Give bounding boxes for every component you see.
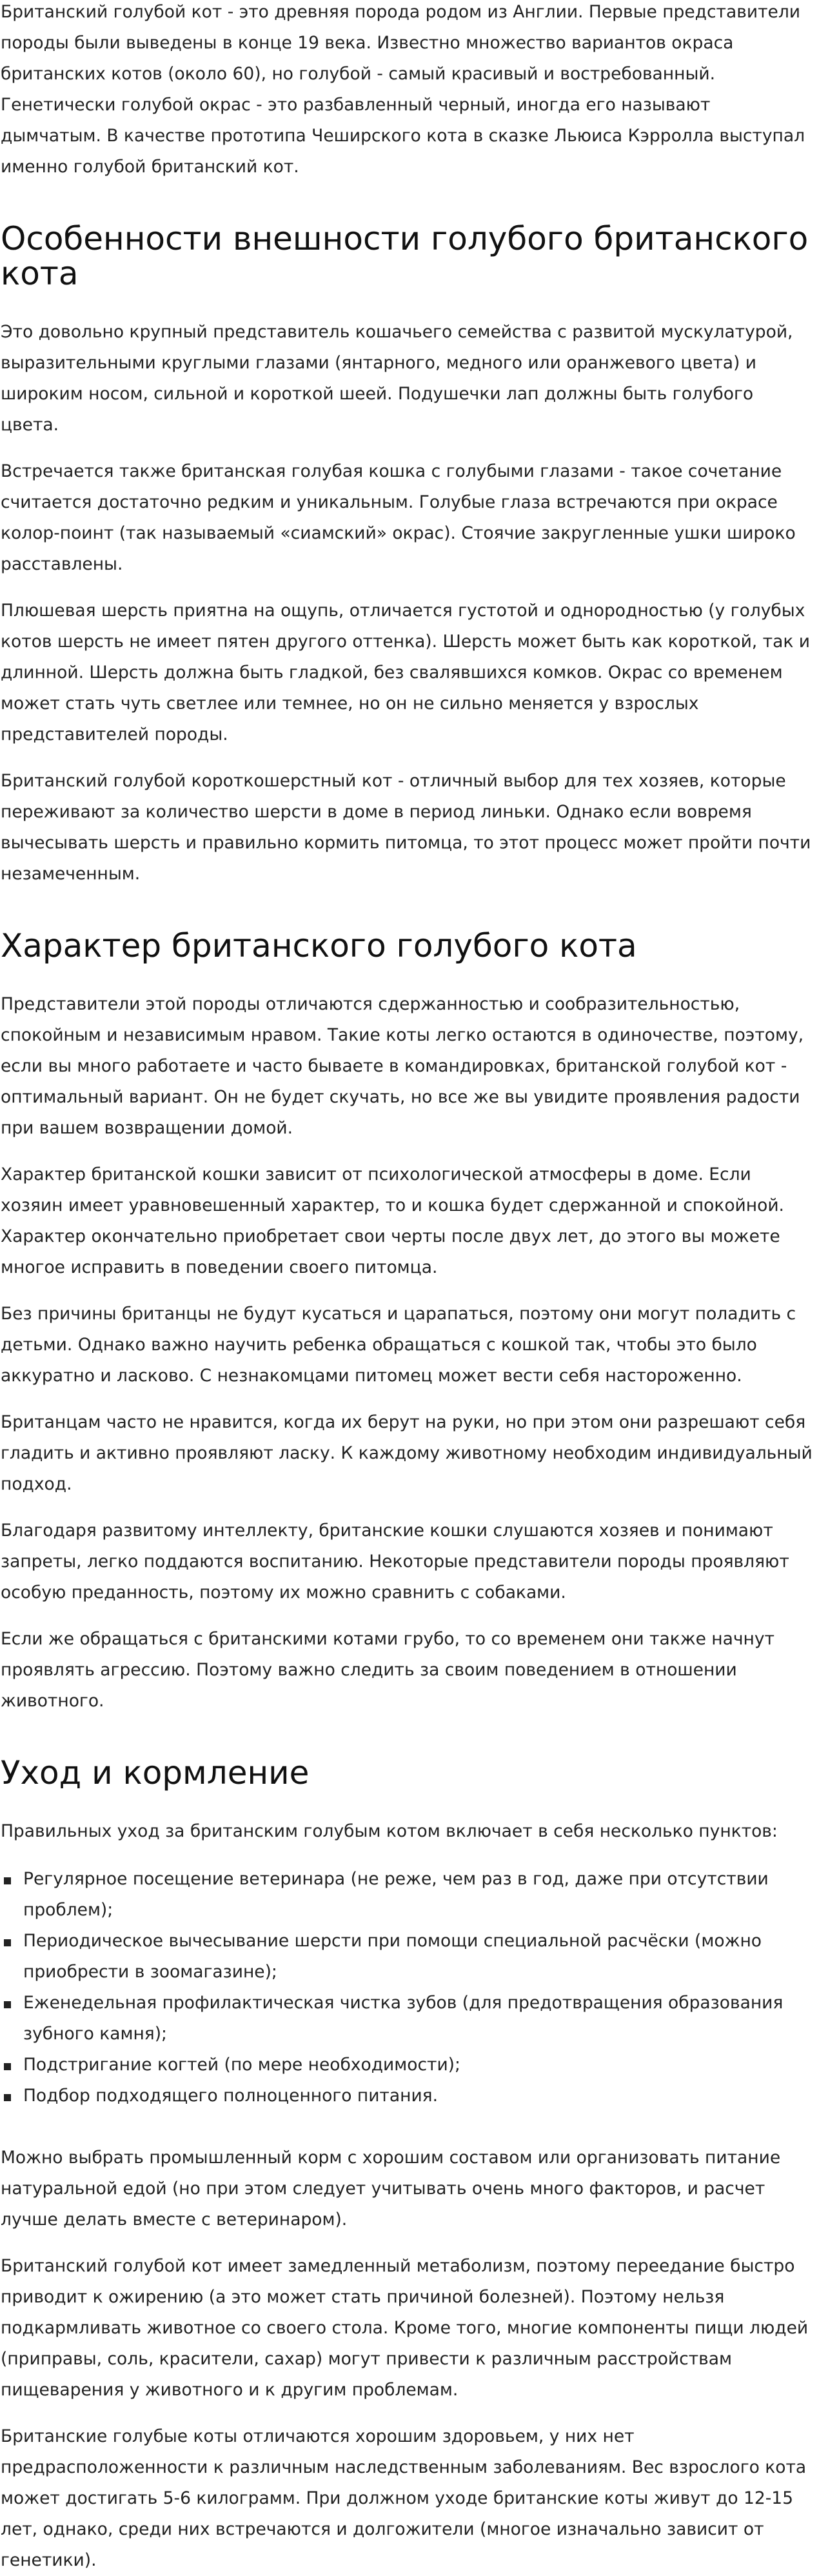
appearance-section [1, 221, 814, 890]
character-paragraph: Представители этой породы отличаются сдержанностью и сообразительностью, спокойным и независимым нравом. Такие коты легко остаются в одиночестве, поэтому, если вы много работаете и часто бываете в командировках, британской голубой кот - оптимальный вариант. Он не будет скучать, но все же вы увидите проявления радости при вашем возвращении домой. [1, 994, 804, 1138]
character-paragraph: Без причины британцы не будут кусаться и царапаться, поэтому они могут поладить с детьми. Однако важно научить ребенка обращаться с кошкой так, чтобы это было аккуратно и ласково. С незнакомцами питомец может вести себя настороженно. [1, 1304, 796, 1386]
list-item: Регулярное посещение ветеринара (не реже, чем раз в год, даже при отсутствии проблем); [23, 1864, 814, 1926]
character-paragraph: Если же обращаться с британскими котами грубо, то со временем они также начнут проявлять агрессию. Поэтому важно следить за своим поведением в отношении животного. [1, 1629, 775, 1711]
care-list [1, 1864, 814, 2112]
list-item: Периодическое вычесывание шерсти при помощи специальной расчёски (можно приобрести в зоомагазине); [23, 1926, 814, 1988]
care-paragraph: Британский голубой кот имеет замедленный метаболизм, поэтому переедание быстро приводит к ожирению (а это может стать причиной болезней). Поэтому нельзя подкармливать животное со своего стола. Кроме того, многие компоненты пищи людей (приправы, соль, красители, сахар) могут привести к различным расстройствам пищеварения у животного и к другим проблемам. [1, 2256, 809, 2400]
appearance-paragraph: Встречается также британская голубая кошка с голубыми глазами - такое сочетание считается достаточно редким и уникальным. Голубые глаза встречаются при окрасе колор-поинт (так называемый «сиамский» окрас). Стоячие закругленные ушки широко расставлены. [1, 461, 796, 574]
character-paragraph: Благодаря развитому интеллекту, британские кошки слушаются хозяев и понимают запреты, легко поддаются воспитанию. Некоторые представители породы проявляют особую преданность, поэтому их можно сравнить с собаками. [1, 1521, 789, 1603]
character-paragraph: Британцам часто не нравится, когда их берут на руки, но при этом они разрешают себя гладить и активно проявляют ласку. К каждому животному необходим индивидуальный подход. [1, 1412, 813, 1494]
list-item: Еженедельная профилактическая чистка зубов (для предотвращения образования зубного камня); [23, 1988, 814, 2050]
appearance-paragraph: Это довольно крупный представитель кошачьего семейства с развитой мускулатурой, выразительными круглыми глазами (янтарного, медного или оранжевого цвета) и широким носом, сильной и короткой шеей. Подушечки лап должны быть голубого цвета. [1, 322, 793, 435]
care-heading: Уход и кормление [1, 1754, 310, 1792]
care-paragraph: Британские голубые коты отличаются хорошим здоровьем, у них нет предрасположенности к различным наследственным заболеваниям. Вес взрослого кота может достигать 5-6 килограмм. При должном уходе британские коты живут до 12-15 лет, однако, среди них встречаются и долгожители (многое изначально зависит от генетики). [1, 2426, 807, 2570]
care-section [1, 1755, 814, 2576]
care-paragraph: Можно выбрать промышленный корм с хорошим составом или организовать питание натуральной едой (но при этом следует учитывать очень много факторов, и расчет лучше делать вместе с ветеринаром). [1, 2148, 781, 2230]
appearance-paragraph: Британский голубой короткошерстный кот - отличный выбор для тех хозяев, которые переживают за количество шерсти в доме в период линьки. Однако если вовремя вычесывать шерсть и правильно кормить питомца, то этот процесс может пройти почти незамеченным. [1, 771, 811, 884]
intro-paragraph: Британский голубой кот - это древняя порода родом из Англии. Первые представители породы были выведены в конце 19 века. Известно множество вариантов окраса британских котов (около 60), но голубой - самый красивый и востребованный. Генетически голубой окрас - это разбавленный черный, иногда его называют дымчатым. В качестве прототипа Чеширского кота в сказке Льюиса Кэрролла выступал именно голубой британский кот. [1, 2, 805, 177]
character-paragraph: Характер британской кошки зависит от психологической атмосферы в доме. Если хозяин имеет уравновешенный характер, то и кошка будет сдержанной и спокойной. Характер окончательно приобретает свои черты после двух лет, до этого вы можете многое исправить в поведении своего питомца. [1, 1164, 784, 1277]
list-item: Подбор подходящего полноценного питания. [23, 2081, 814, 2112]
care-intro-paragraph: Правильных уход за британским голубым котом включает в себя несколько пунктов: [1, 1821, 778, 1841]
character-section [1, 928, 814, 1717]
appearance-heading: Особенности внешности голубого британского кота [1, 220, 809, 292]
appearance-paragraph: Плюшевая шерсть приятна на ощупь, отличается густотой и однородностью (у голубых котов шерсть не имеет пятен другого оттенка). Шерсть может быть как короткой, так и длинной. Шерсть должна быть гладкой, без свалявшихся комков. Окрас со временем может стать чуть светлее или темнее, но он не сильно меняется у взрослых представителей породы. [1, 601, 810, 744]
character-heading: Характер британского голубого кота [1, 927, 637, 964]
list-item: Подстригание когтей (по мере необходимости); [23, 2050, 814, 2081]
